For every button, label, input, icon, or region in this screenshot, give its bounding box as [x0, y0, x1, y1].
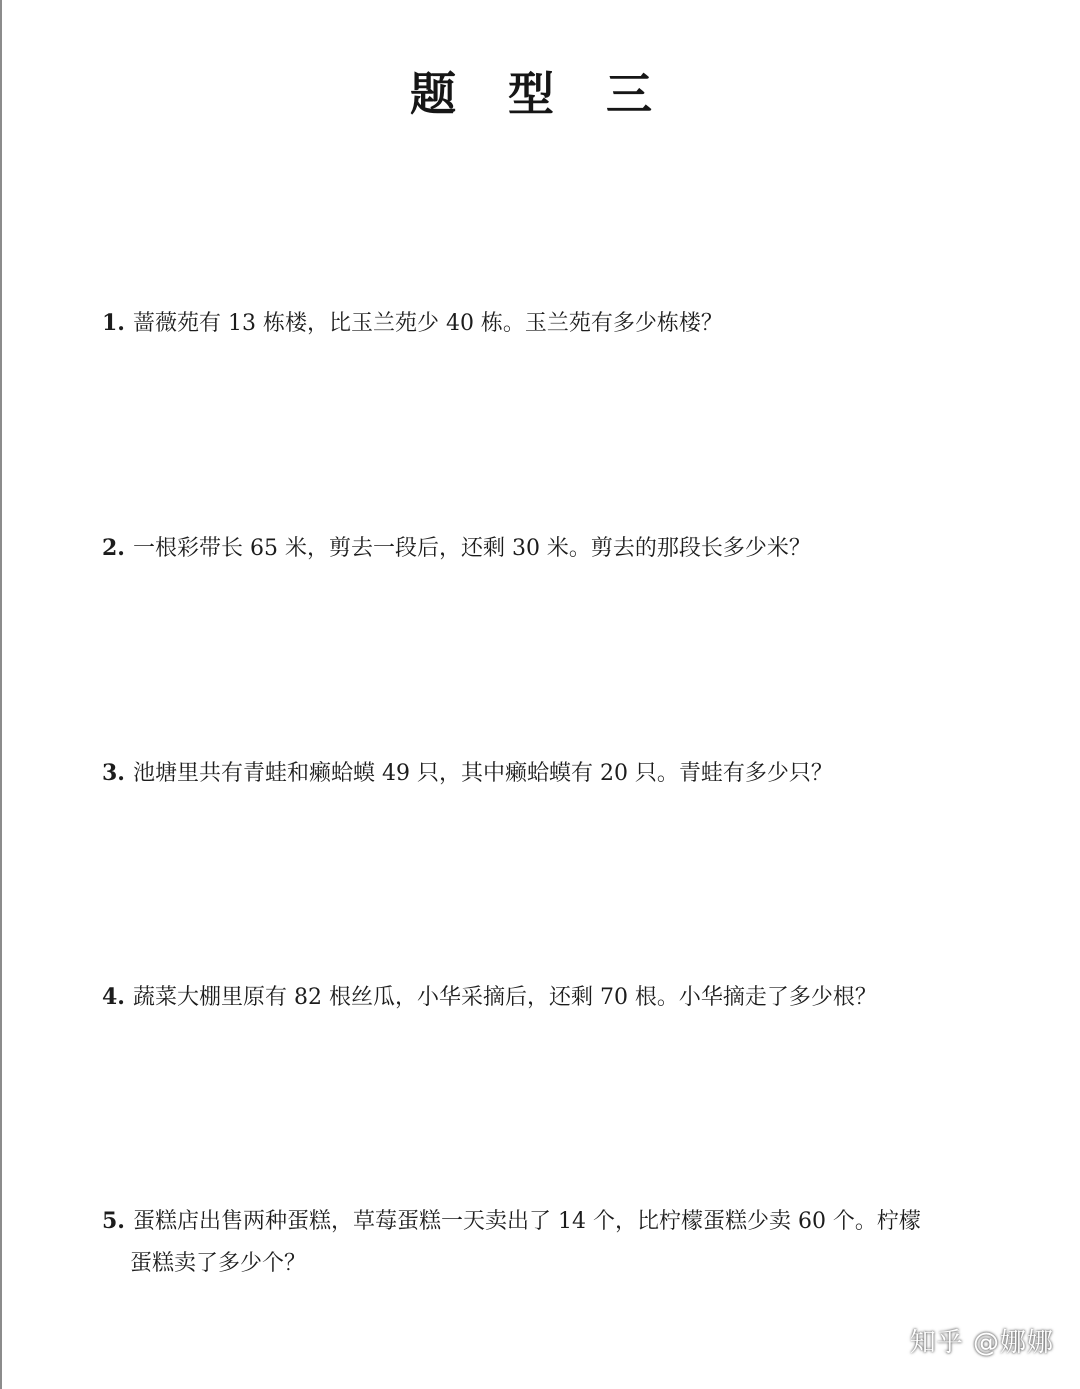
question-item [102, 976, 1002, 1019]
question-item [102, 1200, 1002, 1285]
question-number: 5. [102, 1208, 125, 1234]
question-text-continuation: 蛋糕卖了多少个？ [130, 1251, 307, 1276]
question-number: 3. [102, 760, 125, 786]
question-item [102, 752, 1002, 795]
watermark: 知乎 @娜娜 [909, 1328, 1054, 1358]
page-title: 题 型 三 [409, 67, 671, 121]
question-text: 蛋糕店出售两种蛋糕，草莓蛋糕一天卖出了 14 个，比柠檬蛋糕少卖 60 个。柠檬 [132, 1209, 921, 1234]
question-item [102, 527, 1002, 570]
question-number: 1. [102, 310, 125, 336]
question-text: 一根彩带长 65 米，剪去一段后，还剩 30 米。剪去的那段长多少米？ [132, 536, 811, 561]
question-item [102, 302, 1002, 345]
question-text: 池塘里共有青蛙和癞蛤蟆 49 只，其中癞蛤蟆有 20 只。青蛙有多少只？ [132, 761, 833, 786]
question-text: 蔷薇苑有 13 栋楼，比玉兰苑少 40 栋。玉兰苑有多少栋楼？ [132, 311, 723, 336]
question-number: 2. [102, 535, 125, 561]
question-text: 蔬菜大棚里原有 82 根丝瓜，小华采摘后，还剩 70 根。小华摘走了多少根？ [132, 985, 877, 1010]
page-edge-line [0, 0, 2, 1389]
question-number: 4. [102, 984, 125, 1010]
